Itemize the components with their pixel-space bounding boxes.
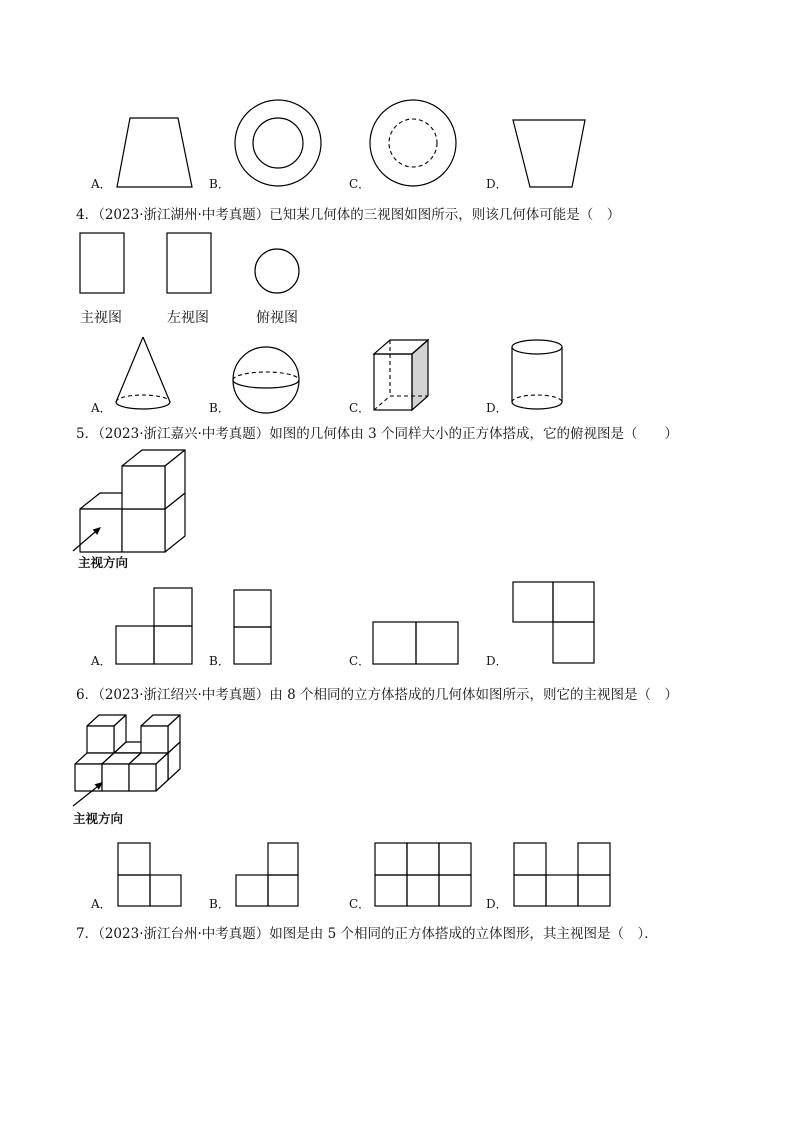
q4-cone-base-back-arc	[116, 395, 170, 402]
q4-left-view-rect	[167, 233, 211, 293]
q6-option-c-square	[407, 843, 439, 875]
q4-option-a-cone	[116, 337, 170, 409]
q3-option-figures	[117, 100, 585, 187]
q4-sphere-equator-front	[233, 380, 299, 388]
q5-option-b-figure	[234, 590, 271, 664]
q6-option-a-figure	[118, 843, 181, 906]
q5-option-b-top-square	[234, 590, 271, 627]
q4-option-d-cylinder	[512, 340, 562, 409]
q4-sphere-outline	[233, 347, 299, 413]
q5-option-b-bottom-square	[234, 627, 271, 664]
q3-option-c-label: C．	[349, 177, 371, 191]
q5-option-d-label: D．	[486, 654, 508, 668]
q6-option-a-bottom-right-square	[150, 875, 181, 906]
q3-option-a-trapezoid	[117, 118, 192, 187]
q5-option-d-bottom-square	[553, 622, 594, 663]
q4-cuboid-front-face	[374, 354, 412, 410]
q3-option-b-outer-circle	[235, 100, 321, 186]
q5-option-c-figure	[373, 622, 458, 664]
q5-cube-top-front-face	[122, 466, 165, 509]
q4-cuboid-right-face	[412, 340, 428, 410]
q5-option-d-figure	[513, 582, 594, 663]
q4-top-view-circle	[255, 249, 299, 293]
q5-option-b-label: B．	[209, 654, 230, 668]
q5-option-a-top-square	[154, 588, 192, 626]
q3-option-a-label: A．	[91, 177, 112, 191]
q4-sphere-equator-back	[233, 372, 299, 380]
q6-option-b-figure	[236, 843, 298, 906]
q4-front-view-label: 主视图	[80, 310, 122, 326]
q6-option-c-label: C．	[349, 897, 371, 911]
q6-option-b-bottom-right-square	[268, 875, 298, 906]
q5-option-c-label: C．	[349, 654, 371, 668]
q6-option-d-bottom-square	[546, 875, 578, 906]
q4-cylinder-top-ellipse	[512, 340, 562, 354]
q5-option-d-top-right-square	[553, 582, 594, 622]
q3-option-d-inverted-trapezoid	[513, 120, 585, 187]
q5-option-c-right-square	[416, 622, 458, 664]
q6-top-cube-right-front-face	[141, 726, 168, 753]
q4-three-views	[80, 233, 299, 293]
q6-front-cube-3-front-face	[129, 764, 156, 791]
q6-option-d-bottom-square	[578, 875, 610, 906]
q4-option-b-sphere	[233, 347, 299, 413]
q6-option-c-square	[375, 875, 407, 906]
q4-cuboid-hidden-depth-edge	[374, 396, 390, 410]
q4-cylinder-base-front-arc	[512, 402, 562, 409]
q6-option-c-square	[439, 875, 471, 906]
q4-cone-base-front-arc	[116, 402, 170, 409]
q6-option-d-top-right-square	[578, 843, 610, 875]
q5-question-stem: 5．（2023·浙江嘉兴·中考真题）如图的几何体由 3 个同样大小的正方体搭成，它的俯视图是（ ）	[76, 426, 678, 442]
q6-option-d-top-left-square	[514, 843, 546, 875]
q6-option-a-label: A．	[91, 897, 112, 911]
q5-option-a-bottom-right-square	[154, 626, 192, 664]
q6-view-direction-label: 主视方向	[73, 811, 124, 826]
q4-cone-left-edge	[116, 337, 143, 402]
q5-option-d-top-left-square	[513, 582, 553, 622]
q5-cube-bottom-right-front-face	[122, 509, 165, 552]
q4-left-view-label: 左视图	[167, 310, 209, 326]
q4-question-stem: 4．（2023·浙江湖州·中考真题）已知某几何体的三视图如图所示，则该几何体可能是（ ）	[76, 207, 621, 223]
q3-option-c-outer-circle	[370, 100, 456, 186]
q4-top-view-label: 俯视图	[256, 310, 298, 326]
q6-cube-figure	[73, 715, 180, 806]
q3-option-c-inner-dashed-circle	[389, 119, 437, 167]
q5-cube-figure	[73, 450, 185, 552]
q4-cone-right-edge	[143, 337, 170, 402]
q4-cylinder-base-back-arc	[512, 395, 562, 402]
q6-option-d-figure	[514, 843, 610, 906]
q6-option-c-square	[439, 843, 471, 875]
q6-option-a-top-square	[118, 843, 150, 875]
q4-option-a-label: A．	[91, 401, 112, 415]
q4-option-d-label: D．	[486, 401, 508, 415]
q6-option-d-label: D．	[486, 897, 508, 911]
q5-cube-bottom-left-front-face	[80, 509, 122, 552]
q7-question-stem: 7．（2023·浙江台州·中考真题）如图是由 5 个相同的正方体搭成的立体图形，其主视图是（ ）．	[76, 926, 658, 942]
q5-option-a-bottom-left-square	[116, 626, 154, 664]
q5-view-direction-label: 主视方向	[78, 555, 129, 570]
q6-option-b-bottom-left-square	[236, 875, 268, 906]
q4-option-c-cuboid	[374, 340, 428, 410]
q6-option-c-square	[375, 843, 407, 875]
q6-option-b-top-square	[268, 843, 298, 875]
q6-option-a-bottom-left-square	[118, 875, 150, 906]
q4-front-view-rect	[80, 233, 124, 293]
q5-option-a-label: A．	[91, 654, 112, 668]
q5-option-c-left-square	[373, 622, 416, 664]
q6-question-stem: 6．（2023·浙江绍兴·中考真题）由 8 个相同的立方体搭成的几何体如图所示，则它的主视图是（ ）	[76, 687, 678, 703]
q5-option-a-figure	[116, 588, 192, 664]
q6-top-cube-left-front-face	[87, 726, 114, 753]
q6-option-c-square	[407, 875, 439, 906]
q3-option-b-inner-circle	[253, 118, 303, 168]
q6-option-c-figure	[375, 843, 471, 906]
q6-option-b-label: B．	[209, 897, 230, 911]
q6-option-d-bottom-square	[514, 875, 546, 906]
q6-front-cube-2-front-face	[102, 764, 129, 791]
q3-option-b-label: B．	[209, 177, 230, 191]
q4-option-b-label: B．	[209, 401, 230, 415]
q3-option-d-label: D．	[486, 177, 508, 191]
q4-option-c-label: C．	[349, 401, 371, 415]
